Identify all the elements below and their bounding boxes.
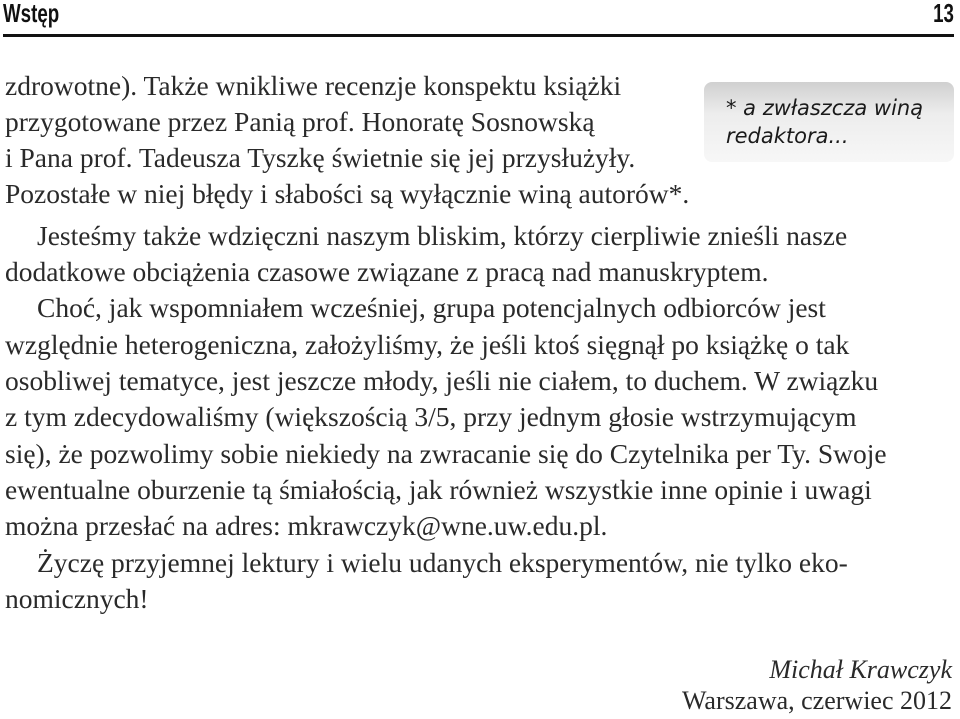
text-line: osobliwej tematyce, jest jeszcze młody, jeśli nie ciałem, to duchem. W związku xyxy=(5,365,879,396)
margin-note-line: * a zwłaszcza winą xyxy=(726,96,924,120)
text-line: Choć, jak wspomniałem wcześniej, grupa potencjalnych odbiorców jest xyxy=(37,292,826,323)
text-line: można przesłać na adres: mkrawczyk@wne.uw.edu.pl. xyxy=(5,510,608,541)
text-line: z tym zdecydowaliśmy (większością 3/5, przy jednym głosie wstrzymującym xyxy=(5,401,857,432)
page-header xyxy=(3,0,954,37)
signature-place-date: Warszawa, czerwiec 2012 xyxy=(681,686,952,715)
text-line: przygotowane przez Panią prof. Honoratę Sosnowską xyxy=(5,106,595,137)
margin-note-line: redaktora... xyxy=(726,124,849,148)
text-line: i Pana prof. Tadeusza Tyszkę świetnie się jej przysłużyły. xyxy=(5,142,636,173)
signature-name: Michał Krawczyk xyxy=(769,655,952,684)
margin-note xyxy=(726,94,923,150)
chapter-title: Wstęp xyxy=(3,0,60,28)
text-line: zdrowotne). Także wnikliwe recenzje konspektu książki xyxy=(5,70,622,101)
text-line: nomicznych! xyxy=(5,583,149,614)
text-line: się), że pozwolimy sobie niekiedy na zwracanie się do Czytelnika per Ty. Swoje xyxy=(5,438,887,469)
text-line: Jesteśmy także wdzięczni naszym bliskim, którzy cierpliwie znieśli nasze xyxy=(37,220,848,251)
page-number: 13 xyxy=(933,0,954,28)
text-line: Życzę przyjemnej lektury i wielu udanych eksperymentów, nie tylko eko- xyxy=(37,547,848,578)
text-line: dodatkowe obciążenia czasowe związane z pracą nad manuskryptem. xyxy=(5,256,769,287)
text-line: Pozostałe w niej błędy i słabości są wyłącznie winą autorów*. xyxy=(5,178,690,209)
text-line: ewentualne oburzenie tą śmiałością, jak również wszystkie inne opinie i uwagi xyxy=(5,474,872,505)
text-line: względnie heterogeniczna, założyliśmy, że jeśli ktoś sięgnął po książkę o tak xyxy=(5,329,850,360)
